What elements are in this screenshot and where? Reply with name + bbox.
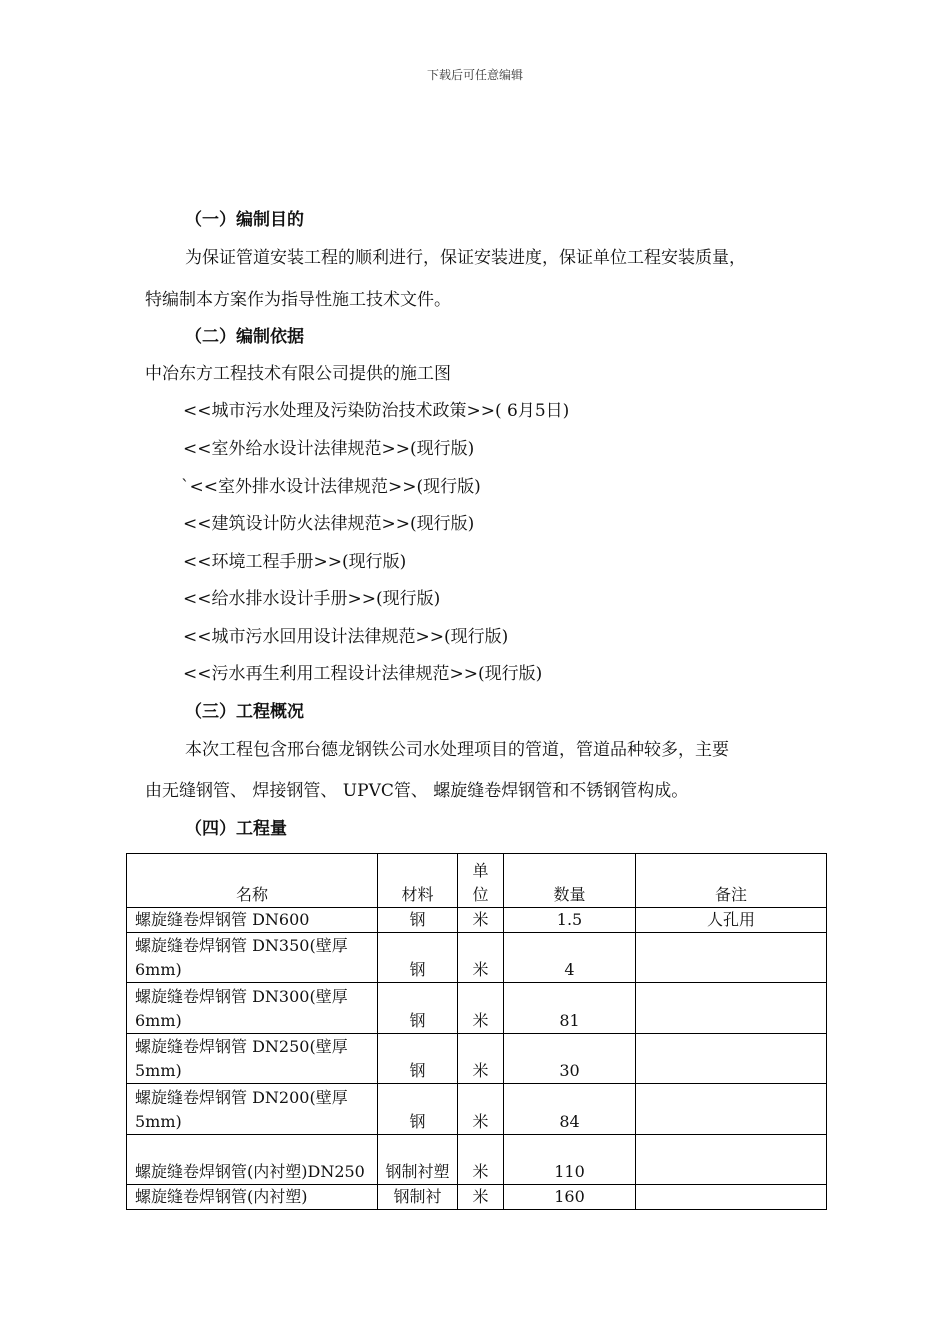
basis-item: <<环境工程手册>>(现行版) bbox=[183, 552, 407, 572]
quantity-table bbox=[126, 853, 827, 1210]
cell-qty: 84 bbox=[504, 1084, 636, 1135]
cell-unit: 米 bbox=[458, 1084, 504, 1135]
cell-material: 钢 bbox=[378, 1034, 458, 1084]
cell-qty: 81 bbox=[504, 983, 636, 1034]
table-row bbox=[127, 1084, 827, 1135]
cell-material: 钢 bbox=[378, 933, 458, 983]
cell-name: 螺旋缝卷焊钢管 DN250(壁厚5mm) bbox=[127, 1034, 378, 1084]
cell-qty: 160 bbox=[504, 1185, 636, 1210]
col-header-note: 备注 bbox=[636, 854, 827, 908]
cell-qty: 110 bbox=[504, 1135, 636, 1185]
paragraph-line: 为保证管道安装工程的顺利进行，保证安装进度，保证单位工程安装质量， bbox=[185, 248, 746, 268]
cell-material: 钢制衬 bbox=[378, 1185, 458, 1210]
cell-note bbox=[636, 933, 827, 983]
cell-name: 螺旋缝卷焊钢管 DN350(壁厚6mm) bbox=[127, 933, 378, 983]
col-header-name: 名称 bbox=[127, 854, 378, 908]
table-row bbox=[127, 933, 827, 983]
table-row bbox=[127, 1185, 827, 1210]
table-row bbox=[127, 1034, 827, 1084]
table-row bbox=[127, 908, 827, 933]
section-title-basis: （二）编制依据 bbox=[185, 327, 304, 347]
cell-qty: 1.5 bbox=[504, 908, 636, 933]
table-header-row bbox=[127, 854, 827, 908]
basis-item: <<给水排水设计手册>>(现行版) bbox=[183, 589, 441, 609]
basis-item: <<建筑设计防火法律规范>>(现行版) bbox=[183, 514, 475, 534]
cell-material: 钢制衬塑 bbox=[378, 1135, 458, 1185]
basis-item: <<城市污水处理及污染防治技术政策>>( 6月5日) bbox=[183, 401, 570, 421]
col-header-unit-text: 单 位 bbox=[472, 861, 489, 904]
table-row bbox=[127, 1135, 827, 1185]
cell-note: 人孔用 bbox=[636, 908, 827, 933]
basis-item: <<污水再生利用工程设计法律规范>>(现行版) bbox=[183, 664, 543, 684]
cell-unit: 米 bbox=[458, 933, 504, 983]
col-header-unit bbox=[458, 854, 504, 908]
paragraph-line: 由无缝钢管、 焊接钢管、 UPVC管、 螺旋缝卷焊钢管和不锈钢管构成。 bbox=[145, 781, 689, 801]
cell-note bbox=[636, 1084, 827, 1135]
cell-qty: 30 bbox=[504, 1034, 636, 1084]
cell-unit: 米 bbox=[458, 983, 504, 1034]
cell-name: 螺旋缝卷焊钢管 DN200(壁厚5mm) bbox=[127, 1084, 378, 1135]
col-header-qty: 数量 bbox=[504, 854, 636, 908]
cell-note bbox=[636, 983, 827, 1034]
cell-unit: 米 bbox=[458, 1185, 504, 1210]
col-header-material: 材料 bbox=[378, 854, 458, 908]
cell-unit: 米 bbox=[458, 1135, 504, 1185]
paragraph-line: 本次工程包含邢台德龙钢铁公司水处理项目的管道，管道品种较多，主要 bbox=[185, 740, 729, 760]
cell-material: 钢 bbox=[378, 908, 458, 933]
cell-material: 钢 bbox=[378, 983, 458, 1034]
basis-item: `<<室外排水设计法律规范>>(现行版) bbox=[181, 477, 481, 497]
table-row bbox=[127, 983, 827, 1034]
basis-item: <<室外给水设计法律规范>>(现行版) bbox=[183, 439, 475, 459]
cell-note bbox=[636, 1135, 827, 1185]
paragraph-line: 特编制本方案作为指导性施工技术文件。 bbox=[145, 290, 451, 310]
cell-qty: 4 bbox=[504, 933, 636, 983]
page-header: 下载后可任意编辑 bbox=[426, 68, 523, 82]
cell-name: 螺旋缝卷焊钢管(内衬塑) bbox=[127, 1185, 378, 1210]
cell-material: 钢 bbox=[378, 1084, 458, 1135]
cell-unit: 米 bbox=[458, 908, 504, 933]
section-title-overview: （三）工程概况 bbox=[185, 702, 304, 722]
section-title-quantities: （四）工程量 bbox=[185, 819, 287, 839]
section-title-purpose: （一）编制目的 bbox=[185, 210, 304, 230]
cell-note bbox=[636, 1185, 827, 1210]
cell-note bbox=[636, 1034, 827, 1084]
cell-unit: 米 bbox=[458, 1034, 504, 1084]
cell-name: 螺旋缝卷焊钢管(内衬塑)DN250 bbox=[127, 1135, 378, 1185]
basis-item: <<城市污水回用设计法律规范>>(现行版) bbox=[183, 627, 509, 647]
basis-item: 中冶东方工程技术有限公司提供的施工图 bbox=[145, 364, 451, 384]
cell-name: 螺旋缝卷焊钢管 DN300(壁厚6mm) bbox=[127, 983, 378, 1034]
cell-name: 螺旋缝卷焊钢管 DN600 bbox=[127, 908, 378, 933]
